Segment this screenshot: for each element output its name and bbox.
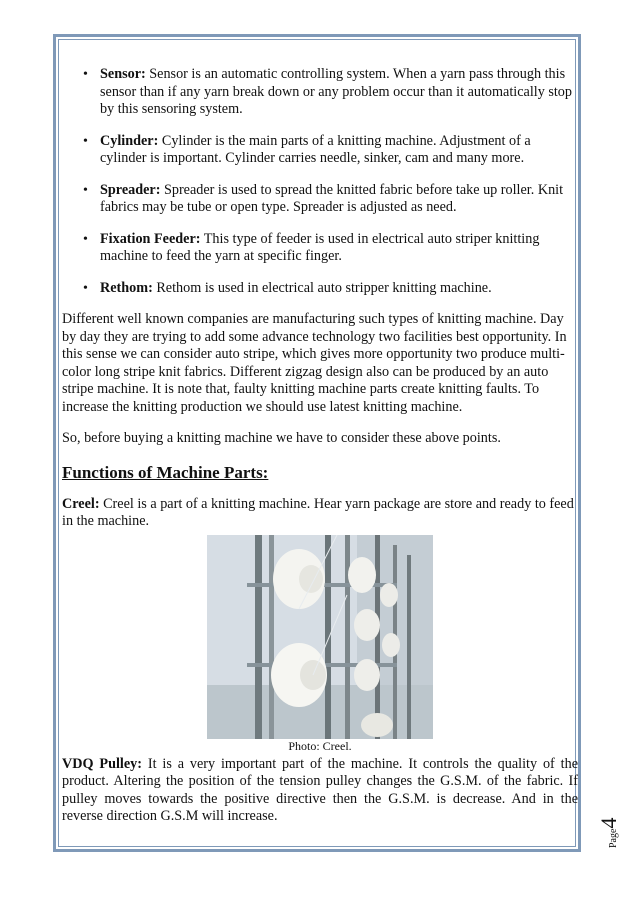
list-item-text: Rethom is used in electrical auto stripper knitting machine. [152, 279, 492, 296]
page-digit: 4 [596, 817, 621, 829]
section-heading: Functions of Machine Parts: [62, 462, 269, 482]
vdq-term: VDQ Pulley: [62, 755, 142, 772]
bullet-icon: • [83, 182, 88, 198]
list-item-text: Spreader is used to spread the knitted fabric before take up roller. Knit fabrics may be tube or open type. Spreader is adjusted as need. [100, 181, 564, 215]
list-item [62, 133, 578, 168]
list-item-term: Fixation Feeder: [100, 230, 201, 247]
page-label: Page [608, 828, 619, 848]
creel-term: Creel: [62, 495, 100, 512]
creel-figure [62, 535, 578, 754]
bullet-icon: • [83, 231, 88, 247]
list-item-term: Rethom: [100, 279, 153, 296]
list-item [62, 280, 578, 298]
bullet-icon: • [83, 67, 88, 82]
machine-parts-list [62, 66, 578, 297]
page-number [592, 802, 632, 852]
list-item-text: This type of feeder is used in electrical auto striper knitting machine to feed the yarn at specific finger. [100, 230, 540, 264]
paragraph-vdq-pulley [62, 756, 578, 826]
list-item-term: Sensor: [100, 66, 146, 82]
list-item [62, 66, 578, 119]
list-item-text: Sensor is an automatic controlling system. When a yarn pass through this sensor than if any yarn break down or any problem occur than it automatically stop by this sensoring system. [100, 66, 572, 117]
list-item [62, 182, 578, 217]
creel-text: Creel is a part of a knitting machine. Hear yarn package are store and ready to feed in the machine. [62, 495, 574, 529]
list-item-text: Cylinder is the main parts of a knitting machine. Adjustment of a cylinder is important. Cylinder carries needle, sinker, cam and many more. [100, 132, 531, 166]
list-item-term: Cylinder: [100, 132, 159, 149]
paragraph-conclusion: So, before buying a knitting machine we have to consider these above points. [62, 430, 501, 446]
paragraph-manufacturers: Different well known companies are manufacturing such types of knitting machine. Day by day they are trying to add some advance technology two facilities best opportunity. In this sense we can consider auto stripe, which gives more opportunity two produce multi-color long stripe knit fabrics. Different zigzag design also can be produced by an auto stripe machine. It is note that, faulty knitting machine parts create knitting faults. To increase the knitting production we should use latest knitting machine. [62, 311, 567, 415]
bullet-icon: • [83, 133, 88, 149]
list-item-term: Spreader: [100, 181, 161, 198]
vdq-text: It is a very important part of the machine. It controls the quality of the product. Altering the position of the tension pulley changes the G.S.M. of the fabric. If pulley moves towards the positive directive then the G.S.M. is decrease. And in the reverse direction G.S.M will increase. [62, 755, 578, 824]
page-content [62, 66, 578, 840]
paragraph-creel [62, 496, 578, 531]
bullet-icon: • [83, 280, 88, 296]
list-item [62, 231, 578, 266]
photo-caption: Photo: Creel. [288, 738, 352, 753]
creel-photo [207, 535, 433, 739]
